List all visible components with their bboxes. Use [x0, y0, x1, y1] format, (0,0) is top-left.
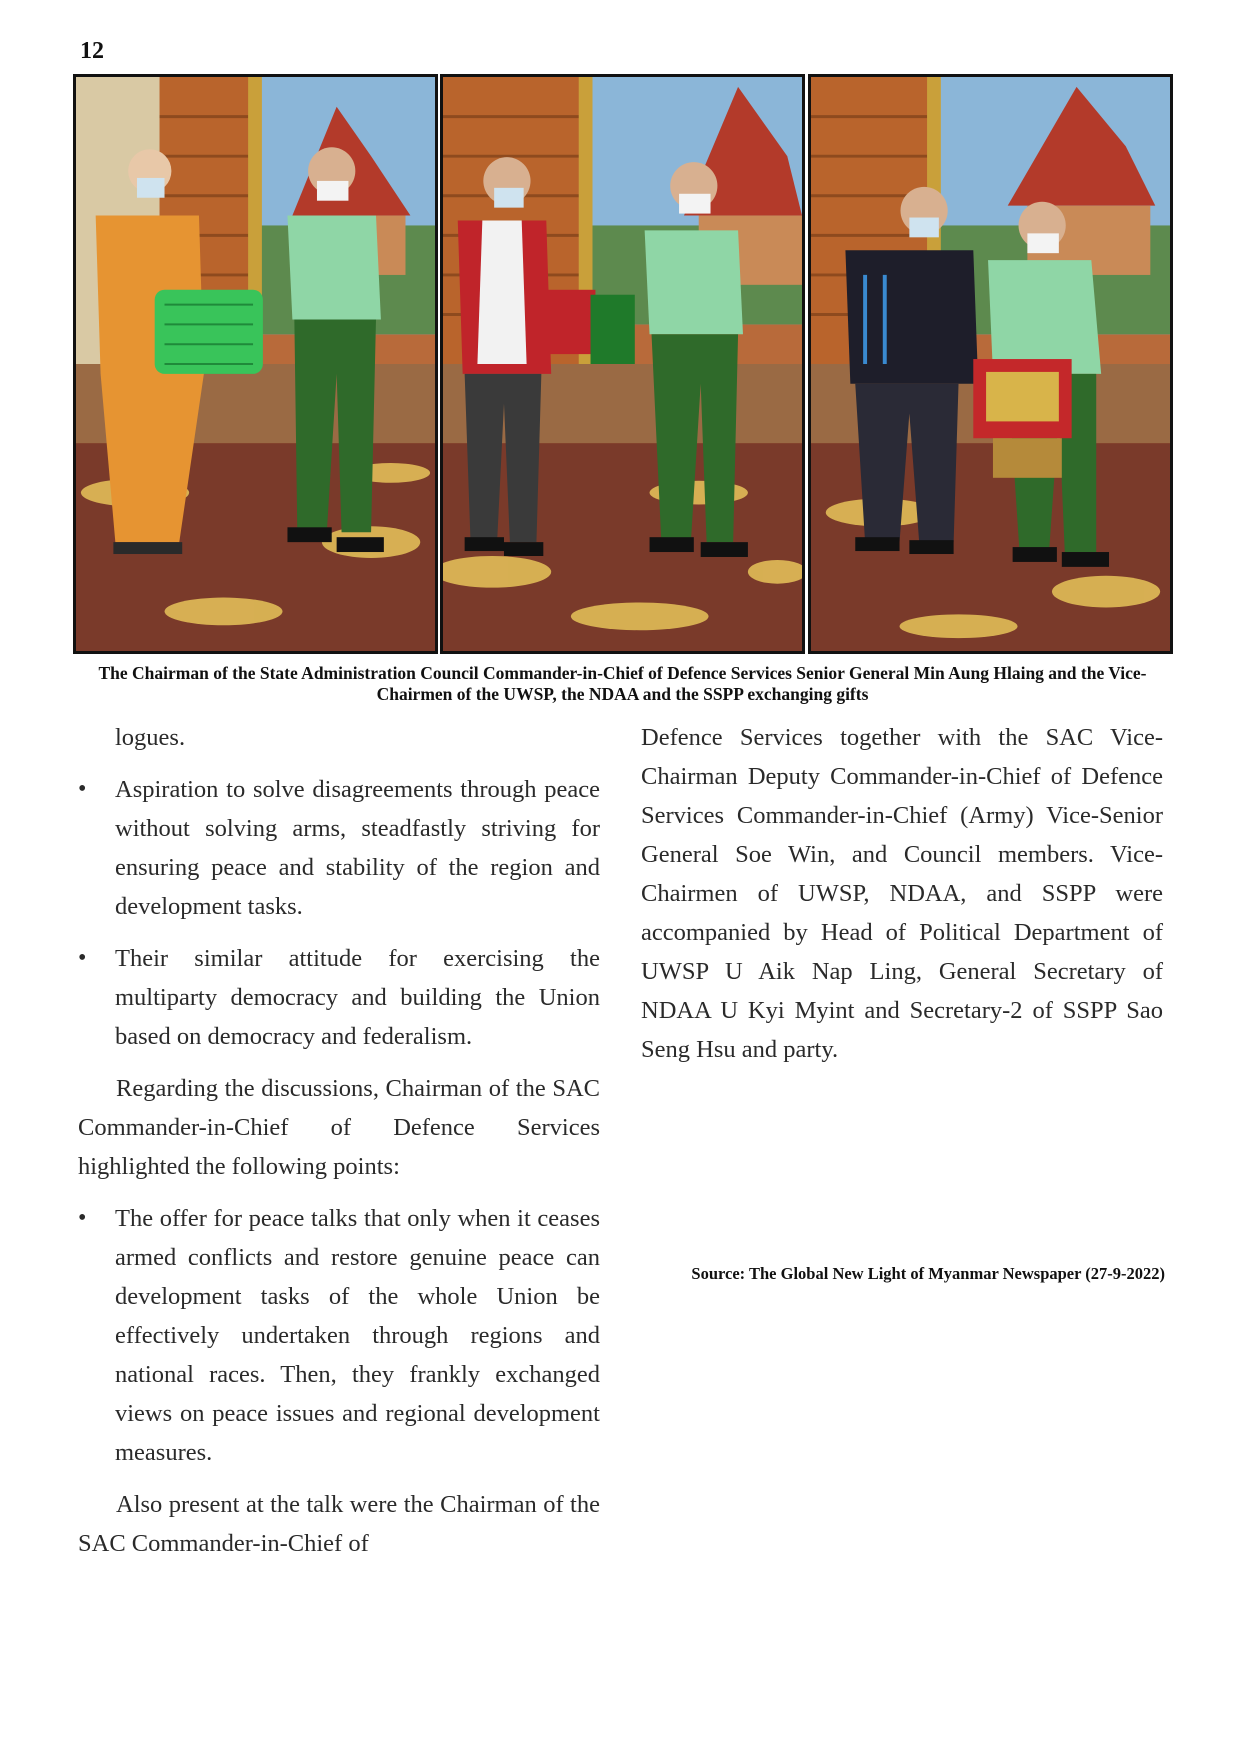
bullet-dot: •	[78, 945, 87, 971]
bullet-item	[78, 1199, 600, 1472]
left-column	[78, 718, 600, 1576]
page-number: 12	[80, 38, 104, 64]
photo-gift-basket	[73, 74, 438, 654]
bullet-item	[78, 939, 600, 1056]
right-column	[641, 718, 1163, 1082]
photo-gift-bags	[440, 74, 805, 654]
bullet-text: Their similar attitude for exercising the multiparty democracy and building the Union based on democracy and federalism.	[115, 945, 600, 1050]
continued-text: logues.	[115, 724, 186, 751]
source-note: Source: The Global New Light of Myanmar Newspaper (27-9-2022)	[691, 1264, 1165, 1283]
paragraph: Also present at the talk were the Chairman of the SAC Commander-in-Chief of	[78, 1491, 600, 1557]
bullet-item	[78, 770, 600, 926]
bullet-dot: •	[78, 1205, 87, 1231]
bullet-text: Aspiration to solve disagreements through peace without solving arms, steadfastly striving for ensuring peace and stability of the region and development tasks.	[115, 776, 600, 920]
photo-gift-box-image	[811, 77, 1170, 651]
bullet-text: The offer for peace talks that only when it ceases armed conflicts and restore genuine peace can development tasks of the whole Union be effectively undertaken through regions and national races. Then, they frankly exchanged views on peace issues and regional development measures.	[115, 1205, 600, 1466]
bullet-dot: •	[78, 776, 87, 802]
photo-caption: The Chairman of the State Administration Council Commander-in-Chief of Defence Services Senior General Min Aung Hlaing and the Vice-Chairmen of the UWSP, the NDAA and the SSPP exchanging gifts	[98, 663, 1147, 704]
photo-gift-box	[808, 74, 1173, 654]
photo-gift-basket-image	[76, 77, 435, 651]
paragraph: Regarding the discussions, Chairman of the SAC Commander-in-Chief of Defence Services highlighted the following points:	[78, 1075, 600, 1180]
photo-gift-bags-image	[443, 77, 802, 651]
paragraph: Defence Services together with the SAC Vice-Chairman Deputy Commander-in-Chief of Defence Services Commander-in-Chief (Army) Vice-Senior General Soe Win, and Council members. Vice-Chairmen of UWSP, NDAA, and SSPP were accompanied by Head of Political Department of UWSP U Aik Nap Ling, General Secretary of NDAA U Kyi Myint and Secretary-2 of SSPP Sao Seng Hsu and party.	[641, 724, 1163, 1063]
